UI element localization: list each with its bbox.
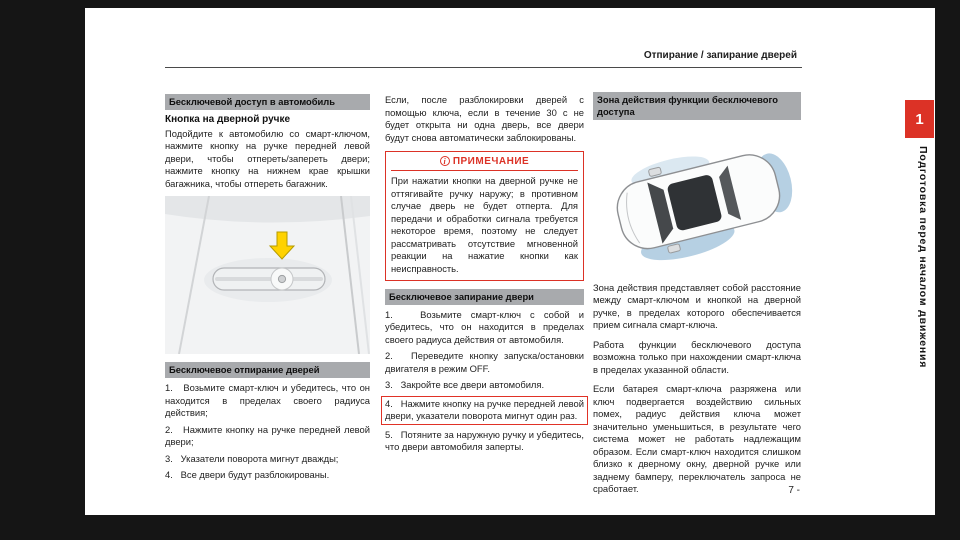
column-middle <box>385 94 584 458</box>
list-item: 4. Все двери будут разблокированы. <box>165 469 330 480</box>
body-paragraph: Зона действия представляет собой расстояние между смарт-ключом и кнопкой на дверной ручке, в пределах которого обеспечивается прием сигнала смарт-ключа. <box>593 281 801 330</box>
body-paragraph: Подойдите к автомобилю со смарт-ключом, нажмите кнопку на ручке передней левой двери, чтобы отпереть/запереть двери; нажмите кнопку на нижнем крае крышки багажника, чтобы отпереть багажник. <box>165 127 370 189</box>
chapter-tab: 1 <box>905 100 934 138</box>
chapter-label: Подготовка перед началом движения <box>917 146 929 369</box>
body-paragraph: Работа функции бесключевого доступа возможна только при нахождении смарт-ключа в пределах указанной области. <box>593 338 801 375</box>
section-header-keyless-lock: Бесключевое запирание двери <box>385 289 584 305</box>
section-header-keyless-access: Бесключевой доступ в автомобиль <box>165 94 370 110</box>
column-left <box>165 94 370 486</box>
body-paragraph: Если батарея смарт-ключа разряжена или ключ подвергается воздействию сильных помех, радиус действия ключа может значительно уменьшиться, в результате чего система может не работать надлежащим образом. Если смарт-ключ находится слишком близко к дверному окну, дверной ручке или заднему бамперу, переключатель запроса не сработает. <box>593 383 801 494</box>
column-right <box>593 92 801 503</box>
section-header-keyless-unlock: Бесключевое отпирание дверей <box>165 362 370 378</box>
list-item: 1. Возьмите смарт-ключ и убедитесь, что он находится в пределах своего радиуса действия; <box>165 382 370 418</box>
list-item: 2. Нажмите кнопку на ручке передней левой двери; <box>165 423 370 447</box>
unlock-button <box>278 276 285 283</box>
list-item: 3. Закройте все двери автомобиля. <box>385 379 545 391</box>
note-box <box>385 151 584 281</box>
note-body: При нажатии кнопки на дверной ручке не оттягивайте ручку наружу; в противном случае дверь не будет отперта. Для передачи и обработки сигнала требуется некоторое время, поэтому не следует рассматривать отсутствие мгновенной реакции на нажатие кнопки как неисправность. <box>391 175 578 274</box>
page-header-title: Отпирание / запирание дверей <box>643 50 797 61</box>
list-item: 2. Переведите кнопку запуска/остановки двигателя в режим OFF. <box>385 350 584 374</box>
note-title-text: ПРИМЕЧАНИЕ <box>452 156 530 167</box>
section-header-detection-zone: Зона действия функции бесключевого доступа <box>593 92 801 120</box>
note-title <box>391 152 578 171</box>
list-item: 3. Указатели поворота мигнут дважды; <box>165 452 339 464</box>
keyless-zone-illustration <box>593 126 801 274</box>
info-icon: i <box>440 156 450 166</box>
list-item: 5. Потяните за наружную ручку и убедитесь, что двери автомобиля заперты. <box>385 428 584 453</box>
manual-page <box>85 8 935 515</box>
body-paragraph: Если, после разблокировки дверей с помощью ключа, если в течение 30 с не будет открыта ни одна дверь, все двери будут снова автоматически заблокированы. <box>385 94 584 143</box>
subsection-heading: Кнопка на дверной ручке <box>165 113 291 125</box>
list-item: 1. Возьмите смарт-ключ с собой и убедитесь, что он находится в пределах своего радиуса действия от автомобиля. <box>385 308 584 345</box>
page-number: 7 - <box>788 485 800 496</box>
door-handle-photo <box>165 196 370 354</box>
header-divider <box>165 67 802 68</box>
highlighted-step: 4. Нажмите кнопку на ручке передней левой двери, указатели поворота мигнут один раз. <box>381 396 588 425</box>
